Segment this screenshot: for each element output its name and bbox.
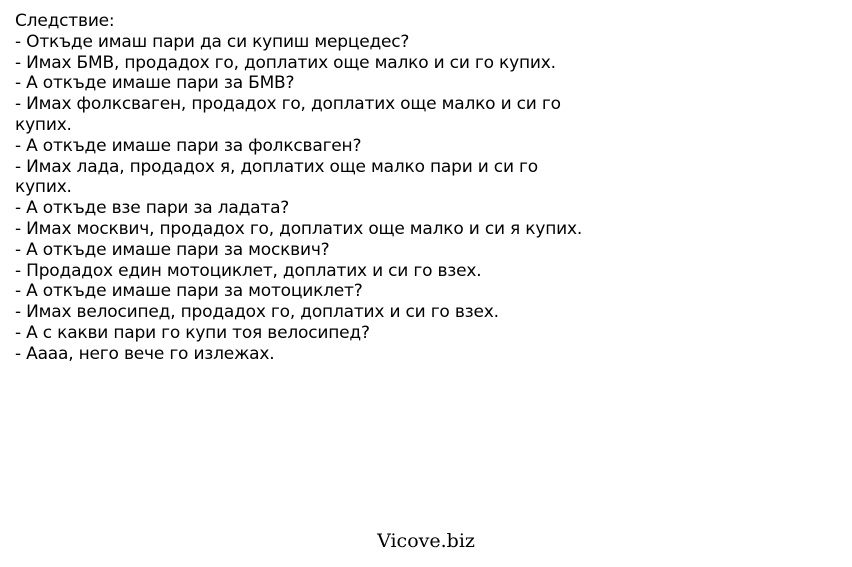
- joke-line: - А с какви пари го купи тоя велосипед?: [15, 322, 370, 343]
- joke-line: - Имах велосипед, продадох го, доплатих и си го взех.: [15, 302, 499, 323]
- joke-line: - А откъде имаше пари за фолксваген?: [15, 135, 362, 156]
- joke-line: - Имах лада, продадох я, доплатих още малко пари и си го купих.: [15, 156, 538, 198]
- joke-line: - Имах москвич, продадох го, доплатих още малко и си я купих.: [15, 218, 583, 239]
- joke-title: Следствие:: [15, 11, 115, 31]
- joke-line: - Аааа, него вече го излежах.: [15, 343, 275, 364]
- joke-line: - Продадох един мотоциклет, доплатих и си го взех.: [15, 260, 482, 281]
- joke-line: - Откъде имаш пари да си купиш мерцедес?: [15, 31, 410, 52]
- joke-line: - А откъде имаше пари за москвич?: [15, 239, 330, 260]
- joke-line: - А откъде имаше пари за БМВ?: [15, 73, 295, 94]
- joke-line: - А откъде взе пари за ладата?: [15, 198, 290, 219]
- joke-line: - Имах БМВ, продадох го, доплатих още малко и си го купих.: [15, 52, 556, 73]
- site-watermark: Vicove.biz: [377, 530, 475, 552]
- joke-text: [15, 11, 585, 365]
- joke-line: - А откъде имаше пари за мотоциклет?: [15, 281, 363, 302]
- joke-line: - Имах фолксваген, продадох го, доплатих още малко и си го купих.: [15, 94, 561, 135]
